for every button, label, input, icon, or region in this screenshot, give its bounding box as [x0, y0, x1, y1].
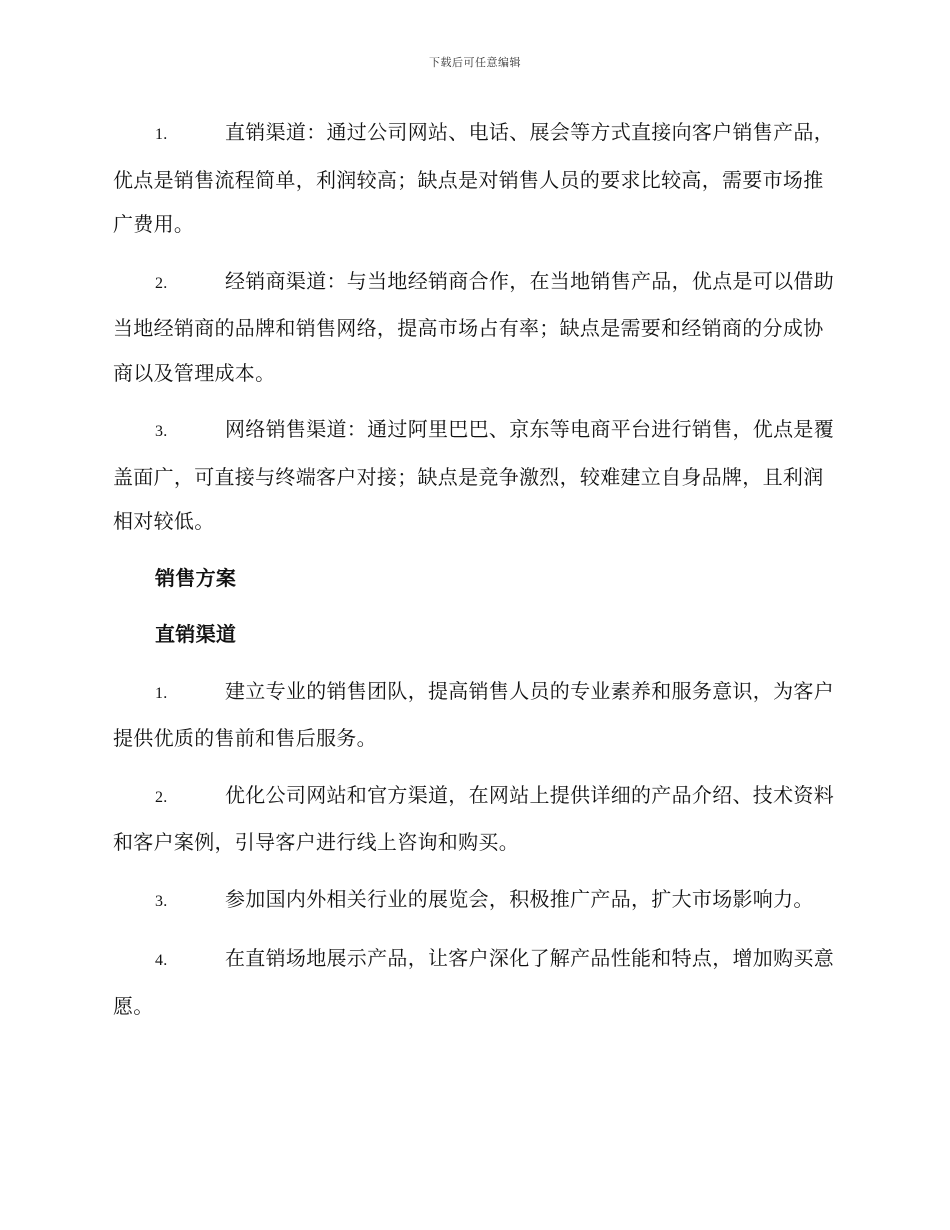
list-number: 4. [155, 952, 168, 969]
list-text: 直销渠道：通过公司网站、电话、展会等方式直接向客户销售产品，优点是销售流程简单，利润较高；缺点是对销售人员的要求比较高，需要市场推广费用。 [113, 120, 834, 236]
list-number: 2. [155, 788, 168, 806]
document-body [113, 110, 835, 1040]
list-text: 经销商渠道：与当地经销商合作，在当地销售产品，优点是可以借助当地经销商的品牌和销售网络，提高市场占有率；缺点是需要和经销商的分成协商以及管理成本。 [113, 268, 834, 385]
list-text: 网络销售渠道：通过阿里巴巴、京东等电商平台进行销售，优点是覆盖面广，可直接与终端客户对接；缺点是竞争激烈，较难建立自身品牌，且利润相对较低。 [113, 417, 834, 533]
list-number: 1. [155, 126, 168, 143]
plan-item-4 [113, 936, 835, 1028]
subsection-title: 直销渠道 [155, 622, 237, 646]
list-number: 3. [155, 892, 168, 910]
list-number: 1. [155, 684, 168, 702]
header-note: 下载后可任意编辑 [429, 56, 521, 69]
list-text: 参加国内外相关行业的展览会，积极推广产品，扩大市场影响力。 [225, 886, 814, 911]
list-text: 在直销场地展示产品，让客户深化了解产品性能和特点，增加购买意愿。 [113, 946, 834, 1018]
section-title: 销售方案 [155, 565, 237, 590]
plan-item-1 [113, 669, 835, 761]
list-number: 3. [155, 423, 168, 440]
list-text: 优化公司网站和官方渠道，在网站上提供详细的产品介绍、技术资料和客户案例，引导客户进行线上咨询和购买。 [113, 782, 834, 854]
channel-item-1 [113, 110, 835, 247]
plan-item-3 [113, 877, 835, 925]
plan-item-2 [113, 773, 835, 865]
list-number: 2. [155, 274, 168, 292]
channel-item-3 [113, 407, 835, 544]
list-text: 建立专业的销售团队，提高销售人员的专业素养和服务意识，为客户提供优质的售前和售后服务。 [113, 678, 834, 750]
channel-item-2 [113, 259, 835, 396]
